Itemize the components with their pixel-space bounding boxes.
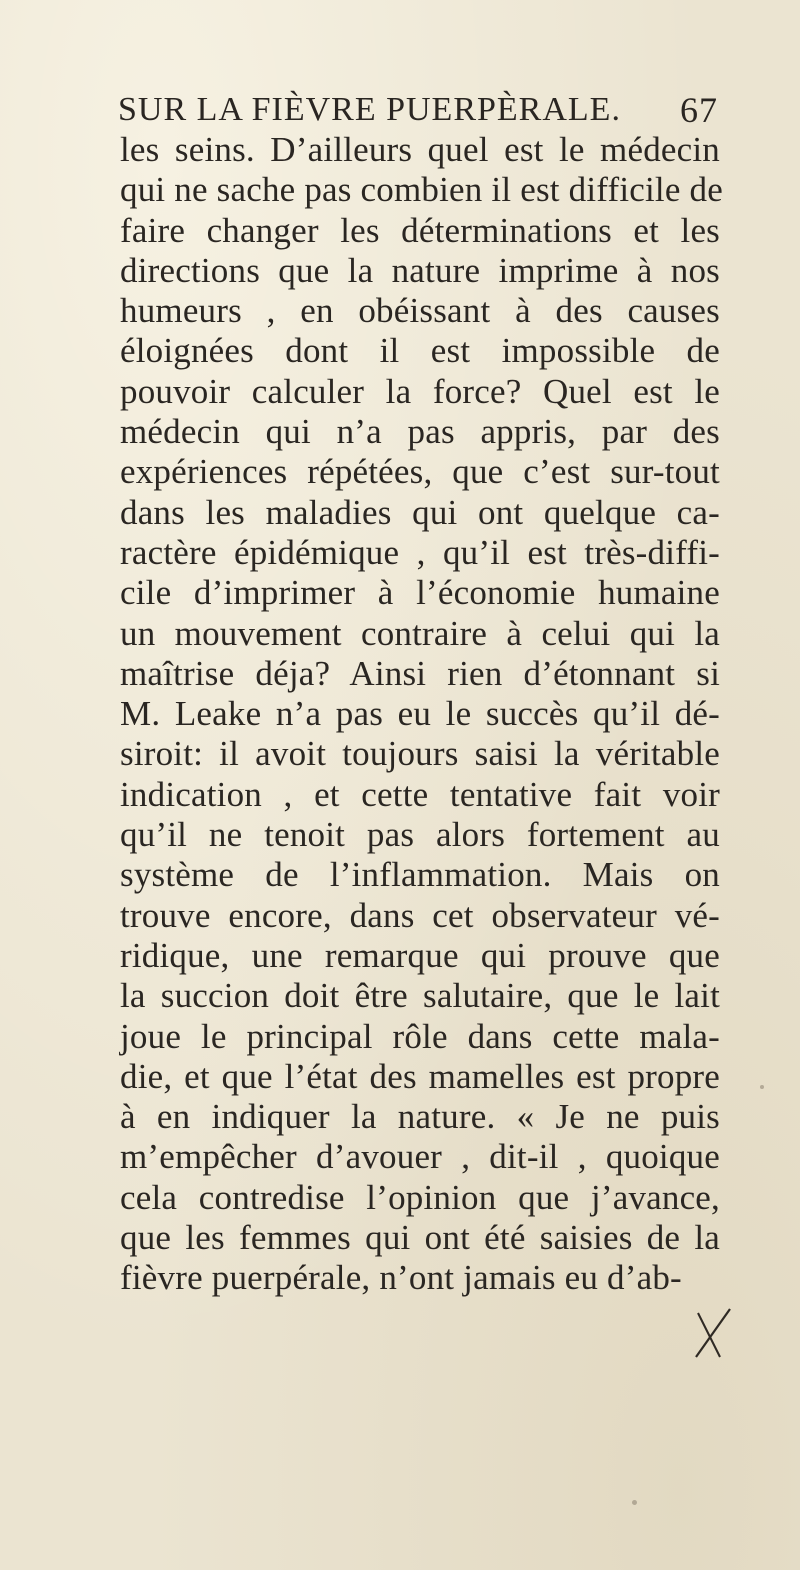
text-line: expériences répétées, que c’est sur-tout (120, 452, 720, 492)
text-line: siroit: il avoit toujours saisi la véritable (120, 734, 720, 774)
text-line: la succion doit être salutaire, que le lait (120, 976, 720, 1016)
running-head (118, 88, 718, 132)
text-line: indication , et cette tentative fait voir (120, 774, 720, 814)
paper-speck (632, 1500, 637, 1505)
ink-mark-icon (690, 1305, 734, 1365)
text-line: dans les maladies qui ont quelque ca- (120, 492, 720, 532)
running-title: SUR LA FIÈVRE PUERPÈRALE. (118, 91, 621, 128)
text-line: maîtrise déja? Ainsi rien d’étonnant si (120, 653, 720, 693)
text-line: cile d’imprimer à l’économie humaine (120, 573, 720, 613)
text-line: humeurs , en obéissant à des causes (120, 291, 720, 331)
text-line: M. Leake n’a pas eu le succès qu’il dé- (120, 694, 720, 734)
text-line: directions que la nature imprime à nos (120, 250, 720, 290)
text-line: à en indiquer la nature. « Je ne puis (120, 1097, 720, 1137)
text-line: système de l’inflammation. Mais on (120, 855, 720, 895)
text-line: qui ne sache pas combien il est difficile de (120, 170, 723, 210)
paper-speck (760, 1085, 764, 1089)
text-line: un mouvement contraire à celui qui la (120, 613, 720, 653)
text-line: die, et que l’état des mamelles est propre (120, 1056, 720, 1096)
text-line: les seins. D’ailleurs quel est le médecin (120, 130, 720, 169)
text-line: médecin qui n’a pas appris, par des (120, 412, 720, 452)
text-line: qu’il ne tenoit pas alors fortement au (120, 815, 720, 855)
body-text (120, 130, 723, 1299)
text-line: trouve encore, dans cet observateur vé- (120, 895, 720, 935)
text-line: cela contredise l’opinion que j’avance, (120, 1177, 720, 1217)
text-line: ridique, une remarque qui prouve que (120, 935, 720, 975)
text-line: éloignées dont il est impossible de (120, 331, 720, 371)
text-line: que les femmes qui ont été saisies de la (120, 1218, 720, 1258)
text-line: pouvoir calculer la force? Quel est le (120, 371, 720, 411)
text-line: joue le principal rôle dans cette mala- (120, 1016, 720, 1056)
text-line: m’empêcher d’avouer , dit-il , quoique (120, 1137, 720, 1177)
text-line: ractère épidémique , qu’il est très-diffi- (120, 532, 720, 572)
text-line: fièvre puerpérale, n’ont jamais eu d’ab- (120, 1258, 682, 1298)
text-line: faire changer les déterminations et les (120, 210, 720, 250)
page-number: 67 (680, 90, 718, 130)
